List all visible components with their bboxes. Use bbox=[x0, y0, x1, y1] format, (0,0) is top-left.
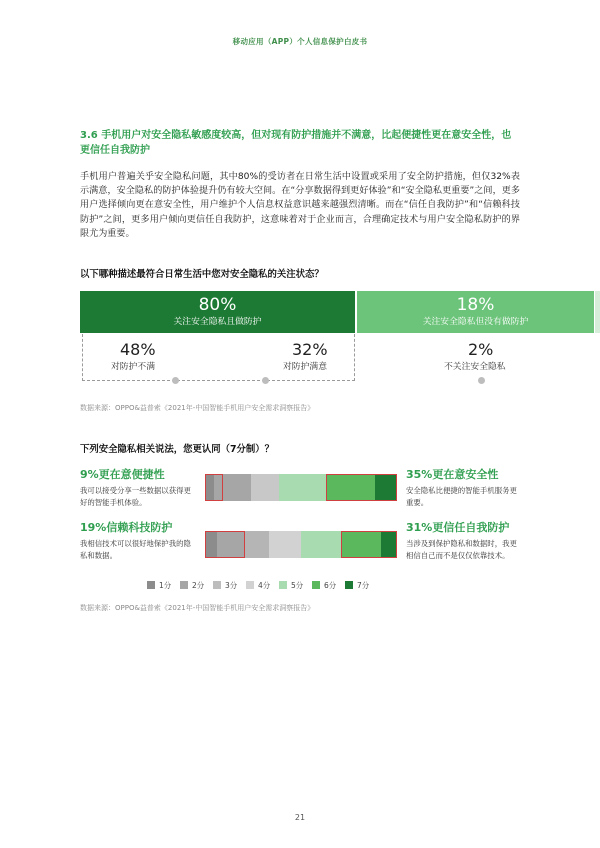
legend-3-label: 3分 bbox=[225, 581, 238, 590]
row2-seg-4 bbox=[269, 531, 301, 558]
legend-4-swatch bbox=[246, 581, 254, 589]
not-concerned-label: 不关注安全隐私 bbox=[444, 362, 506, 372]
row2-left-highlight bbox=[205, 531, 245, 558]
legend-6 bbox=[312, 581, 336, 591]
row1-right-title: 35%更在意安全性 bbox=[406, 468, 499, 481]
row2-left-desc: 我相信技术可以很好地保护我的隐私和数据。 bbox=[80, 539, 191, 560]
row2-right-title: 31%更信任自我防护 bbox=[406, 521, 510, 534]
breakdown-dot-2 bbox=[262, 377, 269, 384]
chart2-question: 下列安全隐私相关说法，您更认同（7分制）？ bbox=[80, 444, 275, 455]
row1-seg-3 bbox=[251, 474, 279, 501]
legend-2-label: 2分 bbox=[192, 581, 205, 590]
legend-5-swatch bbox=[279, 581, 287, 589]
chart2-source: 数据来源：OPPO&益普索《2021年-中国智能手机用户安全需求洞察报告》 bbox=[80, 604, 315, 612]
breakdown-dot-3 bbox=[478, 377, 485, 384]
section-heading: 3.6 手机用户对安全隐私敏感度较高，但对现有防护措施并不满意，比起便捷性更在意安全性，也更信任自我防护 bbox=[80, 130, 512, 156]
not-concerned-pct: 2% bbox=[468, 340, 494, 359]
document-header-title: 移动应用（APP）个人信息保护白皮书 bbox=[232, 37, 368, 46]
legend-6-label: 6分 bbox=[324, 581, 337, 590]
legend-4 bbox=[246, 581, 270, 591]
row1-right-desc: 安全隐私比便捷的智能手机服务更重要。 bbox=[406, 486, 517, 507]
chart1-source: 数据来源：OPPO&益普索《2021年-中国智能手机用户安全需求洞察报告》 bbox=[80, 404, 315, 412]
row2-right-desc: 当涉及到保护隐私和数据时，我更相信自己而不是仅仅依靠技术。 bbox=[406, 539, 517, 560]
segment-no-protect-pct: 18% bbox=[456, 295, 495, 315]
row1-seg-5 bbox=[279, 474, 327, 501]
row2-seg-3 bbox=[245, 531, 269, 558]
legend-3 bbox=[213, 581, 237, 591]
legend-1-swatch bbox=[147, 581, 155, 589]
legend-7 bbox=[345, 581, 369, 591]
legend-7-swatch bbox=[345, 581, 353, 589]
legend-2-swatch bbox=[180, 581, 188, 589]
row1-left-title: 9%更在意便捷性 bbox=[80, 468, 165, 481]
row2-seg-5 bbox=[301, 531, 341, 558]
satisfied-label: 对防护满意 bbox=[283, 362, 327, 372]
legend-3-swatch bbox=[213, 581, 221, 589]
row2-left-title: 19%信赖科技防护 bbox=[80, 521, 173, 534]
segment-protect-label: 关注安全隐私且做防护 bbox=[173, 317, 262, 327]
legend-4-label: 4分 bbox=[258, 581, 271, 590]
body-paragraph: 手机用户普遍关乎安全隐私问题，其中80%的受访者在日常生活中设置或采用了安全防护措施，但仅32%表示满意，安全隐私的防护体验提升仍有较大空间。在“分享数据得到更好体验”和“安全隐私更重要”之间，更多用户选择倾向更在意安全性，用户维护个人信息权益意识越来越强烈清晰。而在“信任自我防护”和“信赖科技防护”之间，更多用户倾向更信任自我防护，这意味着对于企业而言，合理确定技术与用户安全隐私防护的界限尤为重要。 bbox=[80, 172, 520, 239]
page-number: 21 bbox=[294, 813, 306, 822]
legend-7-label: 7分 bbox=[357, 581, 370, 590]
row1-right-highlight bbox=[326, 474, 397, 501]
legend-1 bbox=[147, 581, 171, 591]
segment-protect-pct: 80% bbox=[198, 295, 237, 315]
legend-5-label: 5分 bbox=[291, 581, 304, 590]
legend-1-label: 1分 bbox=[159, 581, 172, 590]
legend-6-swatch bbox=[312, 581, 320, 589]
row2-right-highlight bbox=[341, 531, 397, 558]
dissatisfied-label: 对防护不满 bbox=[111, 362, 155, 372]
legend-2 bbox=[180, 581, 204, 591]
chart1-question: 以下哪种描述最符合日常生活中您对安全隐私的关注状态？ bbox=[80, 269, 324, 280]
segment-protect bbox=[80, 291, 355, 333]
segment-not-concerned bbox=[595, 291, 600, 333]
legend-5 bbox=[279, 581, 303, 591]
attention-stacked-bar bbox=[80, 291, 529, 333]
row1-left-highlight bbox=[205, 474, 223, 501]
satisfied-pct: 32% bbox=[292, 340, 328, 359]
segment-no-protect bbox=[357, 291, 594, 333]
row1-seg-2b bbox=[223, 474, 251, 501]
row1-left-desc: 我可以接受分享一些数据以获得更好的智能手机体验。 bbox=[80, 486, 191, 507]
segment-no-protect-label: 关注安全隐私但没有做防护 bbox=[422, 317, 529, 327]
breakdown-dot-1 bbox=[172, 377, 179, 384]
dissatisfied-pct: 48% bbox=[120, 340, 156, 359]
